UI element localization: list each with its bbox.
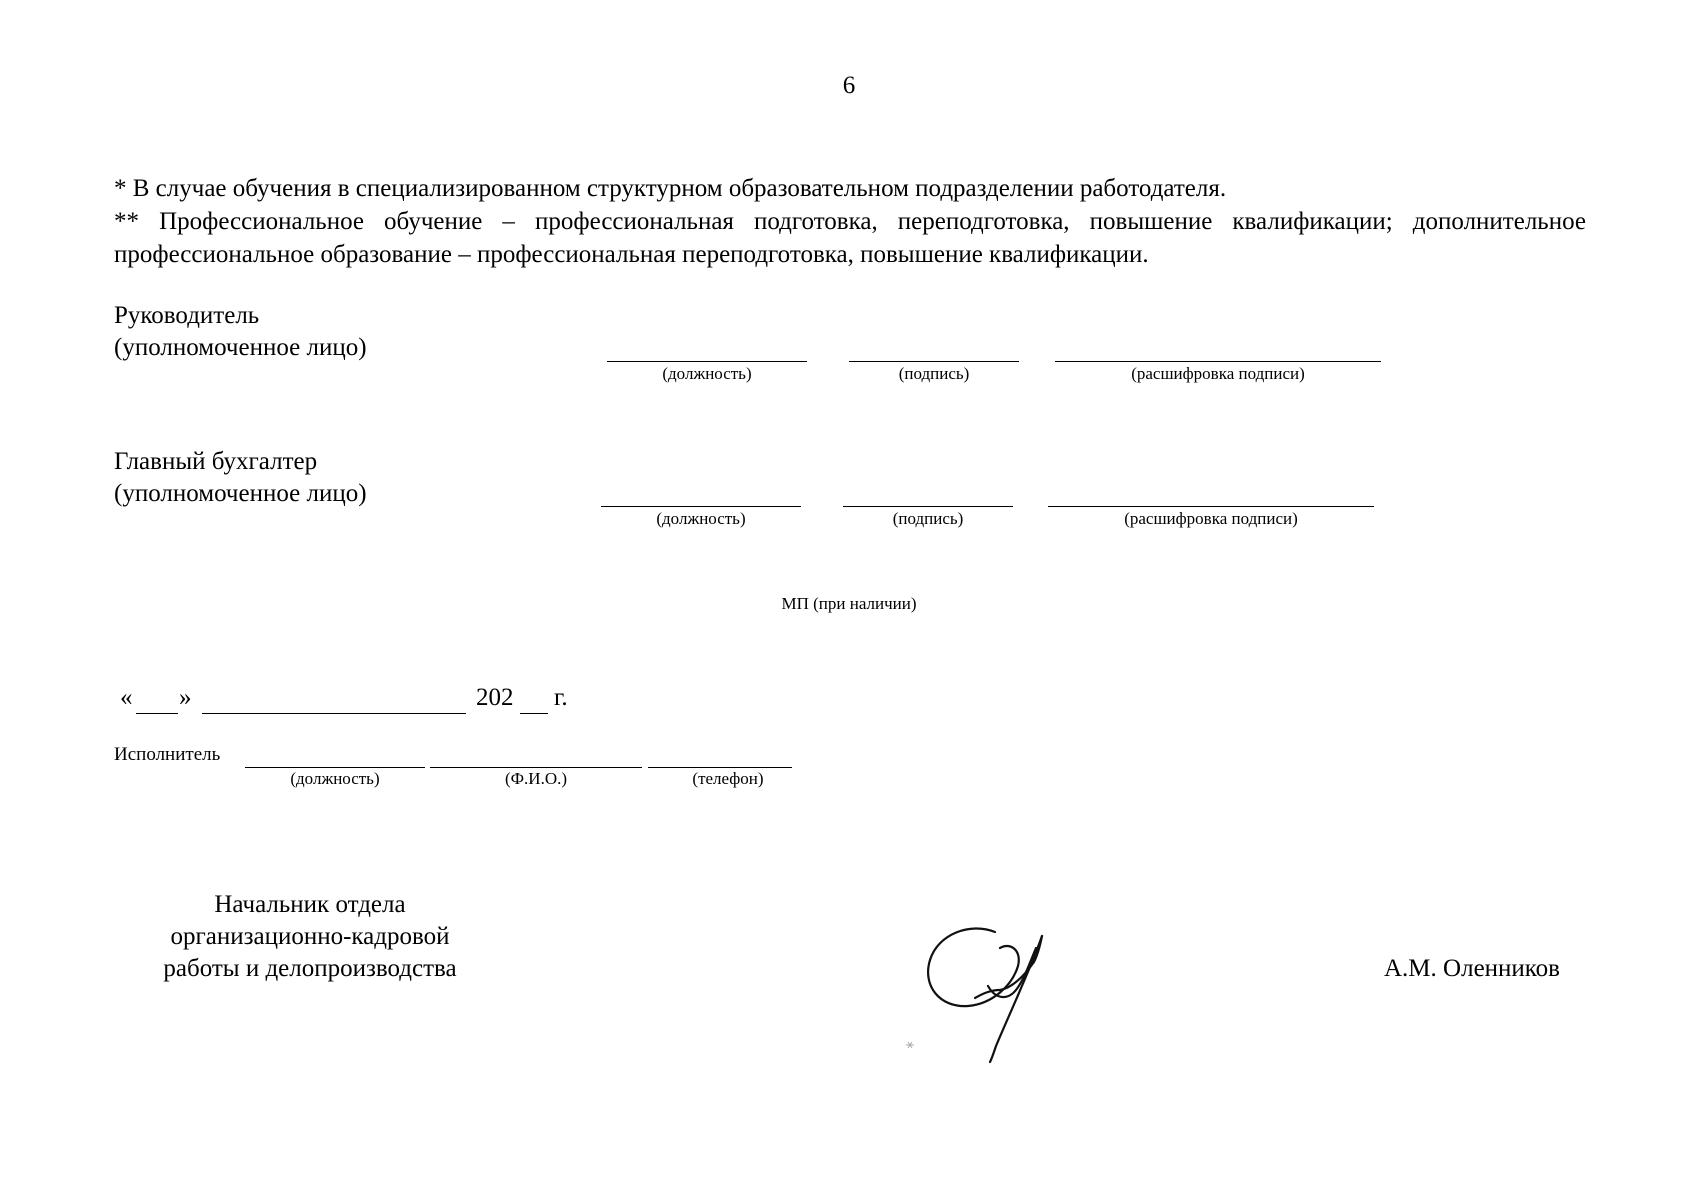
date-day-line (136, 713, 178, 714)
stamp-place-label: МП (при наличии) (781, 594, 917, 613)
accountant-position-line (601, 506, 801, 507)
head-caption-signature: (подпись) (898, 364, 970, 383)
signatory-position-line2: организационно-кадровой (170, 923, 450, 950)
head-decoding-line (1055, 361, 1381, 362)
date-year-suffix: г. (554, 684, 568, 711)
accountant-signature-line (843, 506, 1013, 507)
footnote-2: ** Профессиональное обучение – профессиональная подготовка, переподготовка, повышение квалификации; дополнительное профессиональное образование – профессиональная переподготовка, повышение квалификации. (114, 208, 1586, 268)
signatory-name: А.М. Оленников (1384, 955, 1560, 982)
accountant-caption-position: (должность) (656, 509, 746, 528)
footnote-1: * В случае обучения в специализированном структурном образовательном подразделении работодателя. (114, 175, 1227, 202)
head-title-line1: Руководитель (114, 302, 260, 329)
date-year-line (520, 713, 548, 714)
date-close-quote: » (179, 684, 192, 711)
executor-name-line (430, 767, 642, 768)
head-position-line (607, 361, 807, 362)
page-number: 6 (842, 72, 856, 99)
accountant-title-line1: Главный бухгалтер (114, 448, 318, 475)
footnotes (114, 172, 1586, 271)
executor-caption-phone: (телефон) (692, 769, 764, 788)
accountant-title-line2: (уполномоченное лицо) (114, 480, 367, 507)
executor-caption-position: (должность) (290, 769, 380, 788)
accountant-decoding-line (1048, 506, 1374, 507)
date-open-quote: « (120, 684, 133, 711)
signatory-position-line1: Начальник отдела (214, 891, 406, 918)
accountant-caption-decoding: (расшифровка подписи) (1124, 509, 1298, 528)
head-title-line2: (уполномоченное лицо) (114, 334, 367, 361)
handwritten-signature (900, 920, 1100, 1070)
head-signature-line (849, 361, 1019, 362)
date-month-line (202, 713, 466, 714)
accountant-caption-signature: (подпись) (892, 509, 964, 528)
executor-position-line (245, 767, 425, 768)
head-caption-position: (должность) (662, 364, 752, 383)
head-caption-decoding: (расшифровка подписи) (1131, 364, 1305, 383)
date-year-prefix: 202 (476, 684, 514, 711)
executor-phone-line (648, 767, 792, 768)
executor-label: Исполнитель (114, 744, 221, 765)
executor-caption-name: (Ф.И.О.) (504, 769, 568, 788)
signatory-position-line3: работы и делопроизводства (163, 955, 457, 982)
